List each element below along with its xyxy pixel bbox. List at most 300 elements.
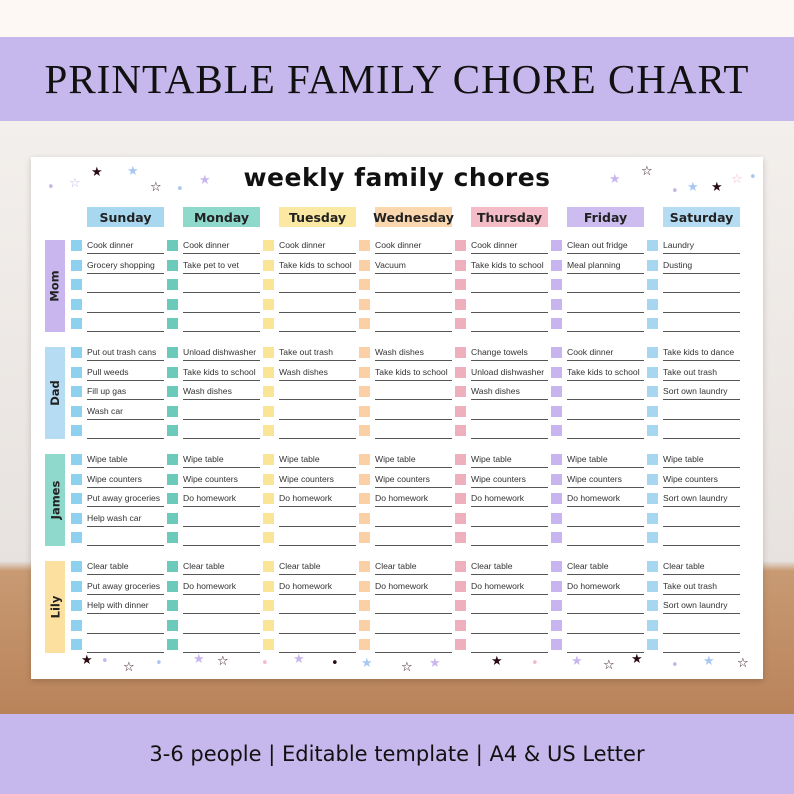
chore-text[interactable]: Wash car xyxy=(87,405,123,416)
chore-checkbox[interactable] xyxy=(167,639,178,650)
chore-text[interactable]: Take kids to school xyxy=(279,259,352,270)
chore-checkbox[interactable] xyxy=(263,299,274,310)
chore-checkbox[interactable] xyxy=(167,513,178,524)
chore-checkbox[interactable] xyxy=(359,454,370,465)
write-in-line xyxy=(471,438,548,439)
decorative-star-icon: ★ xyxy=(687,180,699,195)
write-in-line xyxy=(567,273,644,274)
chore-checkbox[interactable] xyxy=(263,318,274,329)
chore-row xyxy=(647,277,740,293)
chore-checkbox[interactable] xyxy=(167,620,178,631)
chore-row xyxy=(551,491,644,507)
chore-checkbox[interactable] xyxy=(647,581,658,592)
chore-checkbox[interactable] xyxy=(359,581,370,592)
write-in-line xyxy=(183,487,260,488)
chore-checkbox[interactable] xyxy=(551,620,562,631)
chore-checkbox[interactable] xyxy=(359,513,370,524)
chore-checkbox[interactable] xyxy=(167,279,178,290)
chore-checkbox[interactable] xyxy=(551,240,562,251)
chore-checkbox[interactable] xyxy=(647,454,658,465)
chore-text[interactable]: Wipe table xyxy=(663,454,704,464)
write-in-line xyxy=(87,419,164,420)
person-label-james xyxy=(45,454,65,546)
chore-checkbox[interactable] xyxy=(455,581,466,592)
chore-text[interactable]: Cook dinner xyxy=(87,240,134,250)
chore-text[interactable]: Grocery shopping xyxy=(87,259,155,270)
write-in-line xyxy=(471,574,548,575)
chore-text[interactable]: Unload dishwasher xyxy=(471,366,545,377)
write-in-line xyxy=(183,594,260,595)
write-in-line xyxy=(375,438,452,439)
chore-checkbox[interactable] xyxy=(647,620,658,631)
write-in-line xyxy=(663,506,740,507)
chore-text[interactable]: Wipe table xyxy=(87,454,128,464)
chore-checkbox[interactable] xyxy=(263,240,274,251)
chore-text[interactable]: Take out trash xyxy=(279,347,333,357)
chore-checkbox[interactable] xyxy=(551,406,562,417)
chore-text[interactable]: Wipe counters xyxy=(663,473,718,484)
chore-text[interactable]: Wash dishes xyxy=(183,386,232,396)
chore-checkbox[interactable] xyxy=(455,561,466,572)
chore-text[interactable]: Take pet to vet xyxy=(183,259,239,270)
chore-row xyxy=(71,579,164,595)
chore-checkbox[interactable] xyxy=(551,493,562,504)
write-in-line xyxy=(183,419,260,420)
chore-row xyxy=(71,238,164,254)
chore-text[interactable]: Wash dishes xyxy=(471,386,520,396)
chore-checkbox[interactable] xyxy=(71,532,82,543)
decorative-dot: • xyxy=(155,656,163,671)
chore-checkbox[interactable] xyxy=(647,260,658,271)
chore-checkbox[interactable] xyxy=(167,581,178,592)
chore-checkbox[interactable] xyxy=(167,600,178,611)
chore-checkbox[interactable] xyxy=(647,639,658,650)
chore-text[interactable]: Wipe table xyxy=(471,454,512,464)
chore-text[interactable]: Do homework xyxy=(183,580,237,591)
chore-row xyxy=(455,618,548,634)
chore-checkbox[interactable] xyxy=(647,367,658,378)
chore-checkbox[interactable] xyxy=(167,454,178,465)
chore-checkbox[interactable] xyxy=(455,513,466,524)
chore-checkbox[interactable] xyxy=(263,639,274,650)
chore-row xyxy=(455,345,548,361)
write-in-line xyxy=(471,273,548,274)
chore-checkbox[interactable] xyxy=(551,299,562,310)
chore-text[interactable]: Wash dishes xyxy=(375,347,424,357)
chore-text[interactable]: Clean out fridge xyxy=(567,240,628,250)
chore-text[interactable]: Take kids to school xyxy=(375,366,448,377)
chore-text[interactable]: Clear table xyxy=(375,561,417,571)
chore-row xyxy=(455,637,548,653)
chore-checkbox[interactable] xyxy=(359,532,370,543)
chore-checkbox[interactable] xyxy=(71,620,82,631)
chore-row xyxy=(263,316,356,332)
chore-row xyxy=(71,345,164,361)
chore-text[interactable]: Put away groceries xyxy=(87,580,161,591)
chore-checkbox[interactable] xyxy=(263,386,274,397)
chore-text[interactable]: Cook dinner xyxy=(471,240,518,250)
chore-row xyxy=(359,452,452,468)
chore-text[interactable]: Wipe counters xyxy=(567,473,622,484)
decorative-star-icon: ★ xyxy=(429,656,441,671)
chore-checkbox[interactable] xyxy=(455,600,466,611)
chore-checkbox[interactable] xyxy=(263,367,274,378)
chore-text[interactable]: Unload dishwasher xyxy=(183,347,257,357)
write-in-line xyxy=(567,380,644,381)
chore-row xyxy=(71,423,164,439)
write-in-line xyxy=(279,360,356,361)
write-in-line xyxy=(663,380,740,381)
chore-row xyxy=(647,598,740,614)
chore-checkbox[interactable] xyxy=(359,639,370,650)
chore-checkbox[interactable] xyxy=(455,406,466,417)
write-in-line xyxy=(567,467,644,468)
decorative-dot: • xyxy=(671,184,679,199)
chore-checkbox[interactable] xyxy=(263,347,274,358)
chore-checkbox[interactable] xyxy=(455,347,466,358)
chore-checkbox[interactable] xyxy=(263,406,274,417)
person-name: Mom xyxy=(48,270,63,302)
chore-text[interactable]: Laundry xyxy=(663,240,695,250)
decorative-star-icon: ★ xyxy=(91,165,103,180)
chore-checkbox[interactable] xyxy=(71,240,82,251)
chore-row xyxy=(167,637,260,653)
chore-text[interactable]: Clear table xyxy=(279,561,321,571)
chore-checkbox[interactable] xyxy=(455,493,466,504)
decorative-star-icon: ☆ xyxy=(737,656,749,671)
chore-checkbox[interactable] xyxy=(71,474,82,485)
chore-checkbox[interactable] xyxy=(263,513,274,524)
write-in-line xyxy=(183,399,260,400)
chore-checkbox[interactable] xyxy=(71,493,82,504)
chore-checkbox[interactable] xyxy=(647,532,658,543)
chore-checkbox[interactable] xyxy=(551,425,562,436)
write-in-line xyxy=(87,438,164,439)
chore-row xyxy=(263,637,356,653)
person-label-dad xyxy=(45,347,65,439)
chore-checkbox[interactable] xyxy=(359,493,370,504)
chore-checkbox[interactable] xyxy=(455,386,466,397)
chore-text[interactable]: Help with dinner xyxy=(87,600,149,610)
chore-checkbox[interactable] xyxy=(167,240,178,251)
chore-checkbox[interactable] xyxy=(359,620,370,631)
chore-checkbox[interactable] xyxy=(167,425,178,436)
chore-text[interactable]: Cook dinner xyxy=(183,240,230,250)
chore-text[interactable]: Help wash car xyxy=(87,512,142,523)
chore-checkbox[interactable] xyxy=(359,279,370,290)
write-in-line xyxy=(663,574,740,575)
chore-checkbox[interactable] xyxy=(359,386,370,397)
chore-checkbox[interactable] xyxy=(263,260,274,271)
chore-checkbox[interactable] xyxy=(167,493,178,504)
chore-checkbox[interactable] xyxy=(167,299,178,310)
chore-row xyxy=(551,452,644,468)
decorative-dot: • xyxy=(749,170,757,185)
chore-row xyxy=(647,345,740,361)
chore-checkbox[interactable] xyxy=(551,581,562,592)
chore-text[interactable]: Put away groceries xyxy=(87,493,161,503)
decorative-star-icon: ★ xyxy=(81,653,93,668)
chore-row xyxy=(359,598,452,614)
chore-checkbox[interactable] xyxy=(71,386,82,397)
chore-row xyxy=(263,491,356,507)
write-in-line xyxy=(471,633,548,634)
chore-text[interactable]: Wipe counters xyxy=(279,473,334,484)
chore-row xyxy=(71,365,164,381)
chore-checkbox[interactable] xyxy=(551,639,562,650)
chore-checkbox[interactable] xyxy=(455,367,466,378)
chore-text[interactable]: Do homework xyxy=(471,580,525,591)
chore-text[interactable]: Clear table xyxy=(87,561,129,571)
chore-checkbox[interactable] xyxy=(359,318,370,329)
chore-checkbox[interactable] xyxy=(359,299,370,310)
chore-checkbox[interactable] xyxy=(167,561,178,572)
chore-checkbox[interactable] xyxy=(551,260,562,271)
chore-checkbox[interactable] xyxy=(359,561,370,572)
chore-text[interactable]: Clear table xyxy=(471,561,513,571)
chore-checkbox[interactable] xyxy=(647,279,658,290)
chore-checkbox[interactable] xyxy=(647,425,658,436)
chore-text[interactable]: Do homework xyxy=(375,493,429,503)
chore-checkbox[interactable] xyxy=(167,260,178,271)
chore-checkbox[interactable] xyxy=(167,386,178,397)
chore-text[interactable]: Wipe table xyxy=(279,454,320,464)
chore-checkbox[interactable] xyxy=(455,532,466,543)
write-in-line xyxy=(567,633,644,634)
chore-text[interactable]: Do homework xyxy=(471,493,525,503)
chore-checkbox[interactable] xyxy=(263,581,274,592)
write-in-line xyxy=(375,273,452,274)
chore-text[interactable]: Wipe table xyxy=(183,454,224,464)
chore-checkbox[interactable] xyxy=(647,240,658,251)
chore-text[interactable]: Wipe counters xyxy=(375,473,430,484)
chore-text[interactable]: Sort own laundry xyxy=(663,600,728,610)
chore-checkbox[interactable] xyxy=(359,367,370,378)
chore-text[interactable]: Take out trash xyxy=(663,580,717,591)
chore-text[interactable]: Wipe counters xyxy=(183,473,238,484)
decorative-dot: • xyxy=(101,654,109,669)
chore-row xyxy=(647,297,740,313)
chore-row xyxy=(263,530,356,546)
write-in-line xyxy=(375,467,452,468)
chore-checkbox[interactable] xyxy=(455,240,466,251)
chore-checkbox[interactable] xyxy=(551,318,562,329)
chore-row xyxy=(551,472,644,488)
chore-text[interactable]: Take kids to dance xyxy=(663,347,735,357)
chore-text[interactable]: Put out trash cans xyxy=(87,347,157,357)
write-in-line xyxy=(663,652,740,653)
chore-text[interactable]: Clear table xyxy=(663,561,705,571)
chore-row xyxy=(359,365,452,381)
chore-text[interactable]: Wipe counters xyxy=(471,473,526,484)
write-in-line xyxy=(567,312,644,313)
chore-checkbox[interactable] xyxy=(455,454,466,465)
chore-row xyxy=(455,559,548,575)
chore-checkbox[interactable] xyxy=(647,493,658,504)
chore-checkbox[interactable] xyxy=(551,513,562,524)
chore-checkbox[interactable] xyxy=(551,532,562,543)
decorative-star-icon: ★ xyxy=(293,652,305,667)
chore-checkbox[interactable] xyxy=(455,299,466,310)
write-in-line xyxy=(279,633,356,634)
chore-row xyxy=(359,316,452,332)
chore-checkbox[interactable] xyxy=(455,639,466,650)
chore-checkbox[interactable] xyxy=(167,532,178,543)
chore-checkbox[interactable] xyxy=(551,347,562,358)
chore-checkbox[interactable] xyxy=(167,318,178,329)
chore-checkbox[interactable] xyxy=(359,600,370,611)
chore-text[interactable]: Take kids to school xyxy=(471,259,544,270)
chore-text[interactable]: Do homework xyxy=(567,580,621,591)
chore-text[interactable]: Sort own laundry xyxy=(663,493,728,503)
chore-text[interactable]: Take kids to school xyxy=(567,366,640,377)
chore-checkbox[interactable] xyxy=(71,513,82,524)
chore-checkbox[interactable] xyxy=(359,347,370,358)
chore-checkbox[interactable] xyxy=(263,561,274,572)
chore-text[interactable]: Clear table xyxy=(567,561,609,571)
chore-checkbox[interactable] xyxy=(359,260,370,271)
chore-checkbox[interactable] xyxy=(263,600,274,611)
chore-checkbox[interactable] xyxy=(647,318,658,329)
chore-checkbox[interactable] xyxy=(263,620,274,631)
chore-checkbox[interactable] xyxy=(71,581,82,592)
chore-text[interactable]: Clear table xyxy=(183,561,225,571)
write-in-line xyxy=(375,633,452,634)
day-header-monday: Monday xyxy=(183,207,260,227)
chore-row xyxy=(455,423,548,439)
chore-text[interactable]: Change towels xyxy=(471,347,528,357)
chore-checkbox[interactable] xyxy=(167,367,178,378)
chore-checkbox[interactable] xyxy=(455,260,466,271)
chore-checkbox[interactable] xyxy=(551,454,562,465)
chore-checkbox[interactable] xyxy=(71,406,82,417)
chore-row xyxy=(359,618,452,634)
chore-text[interactable]: Cook dinner xyxy=(279,240,326,250)
chore-checkbox[interactable] xyxy=(71,639,82,650)
chore-text[interactable]: Do homework xyxy=(375,580,429,591)
chore-text[interactable]: Take kids to school xyxy=(183,366,256,377)
chore-checkbox[interactable] xyxy=(551,386,562,397)
banner-subtitle: 3-6 people | Editable template | A4 & US Letter xyxy=(149,742,645,766)
write-in-line xyxy=(375,253,452,254)
chore-checkbox[interactable] xyxy=(71,299,82,310)
chore-checkbox[interactable] xyxy=(71,454,82,465)
chore-checkbox[interactable] xyxy=(71,318,82,329)
chore-text[interactable]: Pull weeds xyxy=(87,366,129,377)
write-in-line xyxy=(567,438,644,439)
chore-text[interactable]: Do homework xyxy=(567,493,621,503)
chore-checkbox[interactable] xyxy=(71,347,82,358)
chore-row xyxy=(167,423,260,439)
chore-text[interactable]: Sort own laundry xyxy=(663,386,728,396)
chore-chart-sheet xyxy=(31,157,763,679)
chore-checkbox[interactable] xyxy=(71,561,82,572)
chore-text[interactable]: Do homework xyxy=(279,580,333,591)
chore-checkbox[interactable] xyxy=(647,299,658,310)
write-in-line xyxy=(375,613,452,614)
chore-text[interactable]: Cook dinner xyxy=(375,240,422,250)
chore-row xyxy=(71,472,164,488)
chore-checkbox[interactable] xyxy=(263,493,274,504)
chore-checkbox[interactable] xyxy=(263,532,274,543)
chore-checkbox[interactable] xyxy=(647,474,658,485)
chore-checkbox[interactable] xyxy=(167,474,178,485)
write-in-line xyxy=(87,253,164,254)
chore-checkbox[interactable] xyxy=(167,406,178,417)
chore-checkbox[interactable] xyxy=(647,513,658,524)
chore-checkbox[interactable] xyxy=(71,425,82,436)
chore-row xyxy=(359,277,452,293)
chore-checkbox[interactable] xyxy=(455,620,466,631)
chore-text[interactable]: Vacuum xyxy=(375,259,406,270)
chore-text[interactable]: Do homework xyxy=(279,493,333,503)
chore-checkbox[interactable] xyxy=(71,367,82,378)
chore-checkbox[interactable] xyxy=(167,347,178,358)
chore-checkbox[interactable] xyxy=(455,474,466,485)
write-in-line xyxy=(279,574,356,575)
chore-checkbox[interactable] xyxy=(71,279,82,290)
chore-checkbox[interactable] xyxy=(263,454,274,465)
chore-checkbox[interactable] xyxy=(455,279,466,290)
chore-checkbox[interactable] xyxy=(455,425,466,436)
decorative-star-icon: ☆ xyxy=(603,658,615,673)
chore-text[interactable]: Meal planning xyxy=(567,259,621,270)
chore-checkbox[interactable] xyxy=(647,347,658,358)
write-in-line xyxy=(663,292,740,293)
chore-row xyxy=(647,384,740,400)
chore-row xyxy=(551,297,644,313)
chore-checkbox[interactable] xyxy=(551,561,562,572)
chore-checkbox[interactable] xyxy=(647,386,658,397)
write-in-line xyxy=(567,652,644,653)
chore-text[interactable]: Take out trash xyxy=(663,366,717,377)
decorative-star-icon: ★ xyxy=(571,654,583,669)
write-in-line xyxy=(87,613,164,614)
chore-checkbox[interactable] xyxy=(647,406,658,417)
chore-row xyxy=(263,598,356,614)
write-in-line xyxy=(279,399,356,400)
chore-checkbox[interactable] xyxy=(263,474,274,485)
chore-checkbox[interactable] xyxy=(359,474,370,485)
chore-checkbox[interactable] xyxy=(71,600,82,611)
chore-checkbox[interactable] xyxy=(71,260,82,271)
chore-checkbox[interactable] xyxy=(647,600,658,611)
write-in-line xyxy=(183,467,260,468)
chore-checkbox[interactable] xyxy=(455,318,466,329)
chore-checkbox[interactable] xyxy=(359,406,370,417)
chore-text[interactable]: Wipe counters xyxy=(87,473,142,484)
chore-checkbox[interactable] xyxy=(647,561,658,572)
chore-row xyxy=(359,297,452,313)
chore-checkbox[interactable] xyxy=(263,425,274,436)
chore-text[interactable]: Fill up gas xyxy=(87,386,127,396)
chore-text[interactable]: Wipe table xyxy=(567,454,608,464)
chore-text[interactable]: Wipe table xyxy=(375,454,416,464)
chore-text[interactable]: Cook dinner xyxy=(567,347,614,357)
chore-checkbox[interactable] xyxy=(551,367,562,378)
chore-row xyxy=(647,316,740,332)
chore-text[interactable]: Do homework xyxy=(183,493,237,503)
chore-row xyxy=(647,452,740,468)
chore-checkbox[interactable] xyxy=(263,279,274,290)
chore-checkbox[interactable] xyxy=(551,474,562,485)
chore-text[interactable]: Dusting xyxy=(663,259,693,270)
chore-checkbox[interactable] xyxy=(551,600,562,611)
chore-checkbox[interactable] xyxy=(551,279,562,290)
chore-checkbox[interactable] xyxy=(359,425,370,436)
chore-text[interactable]: Wash dishes xyxy=(279,366,328,377)
chore-checkbox[interactable] xyxy=(359,240,370,251)
